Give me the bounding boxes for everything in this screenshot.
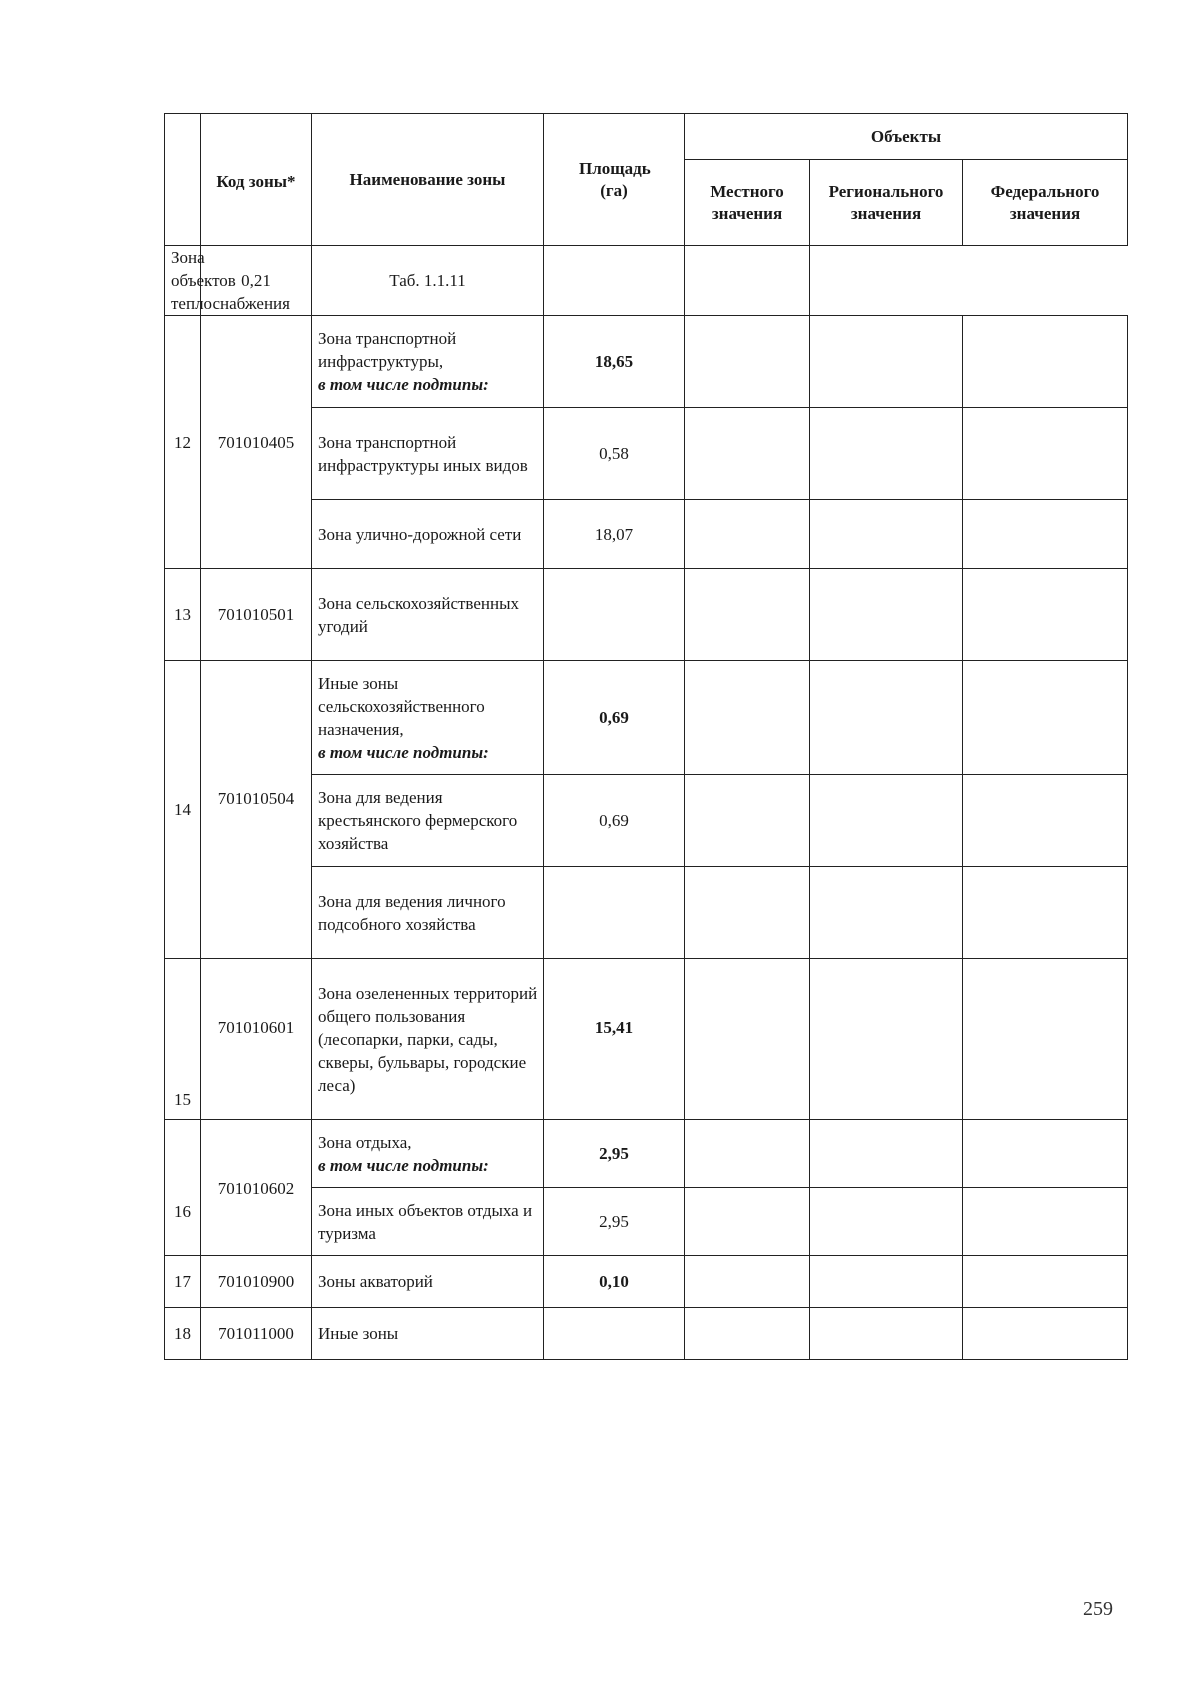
table-row [165, 569, 1128, 661]
zone-name: Зона озелененных территорий общего пользования (лесопарки, парки, сады, скверы, бульвары, городские леса) [312, 959, 544, 1120]
zone-code: 701010900 [201, 1256, 312, 1308]
object-federal [963, 569, 1128, 661]
zone-name: Зона улично-дорожной сети [312, 500, 544, 569]
row-number: 18 [165, 1308, 201, 1360]
header-zone-name: Наименование зоны [312, 114, 544, 246]
zone-area: 18,07 [544, 500, 685, 569]
table-row [165, 246, 1128, 316]
object-local [685, 569, 810, 661]
header-objects: Объекты [685, 114, 1128, 160]
table-row [165, 661, 1128, 775]
row-number: 14 [165, 661, 201, 959]
zone-code: 701010501 [201, 569, 312, 661]
object-local [685, 867, 810, 959]
object-federal [963, 1256, 1128, 1308]
zone-area: 0,69 [544, 775, 685, 867]
object-regional [544, 246, 685, 316]
zone-area: 2,95 [544, 1188, 685, 1256]
zone-code: 701010601 [201, 959, 312, 1120]
zone-area: 18,65 [544, 316, 685, 408]
object-local [685, 1256, 810, 1308]
object-local [685, 1308, 810, 1360]
object-local: Таб. 1.1.11 [312, 246, 544, 316]
zone-name-cell [312, 661, 544, 775]
row-number: 13 [165, 569, 201, 661]
object-local [685, 1188, 810, 1256]
zone-area: 0,69 [544, 661, 685, 775]
object-local [685, 316, 810, 408]
object-federal [963, 959, 1128, 1120]
table-row [165, 959, 1128, 1120]
zone-code-label: 701010504 [217, 789, 295, 808]
zone-name: Зона иных объектов отдыха и туризма [312, 1188, 544, 1256]
object-federal [963, 775, 1128, 867]
row-number: 12 [165, 316, 201, 569]
object-federal [963, 867, 1128, 959]
header-regional-label: Регионального значения [828, 181, 944, 223]
zone-name: Зона для ведения крестьянского фермерского хозяйства [312, 775, 544, 867]
object-regional [810, 1308, 963, 1360]
zone-name: Зона сельскохозяйственных угодий [312, 569, 544, 661]
zone-name: Иные зоны сельскохозяйственного назначения, [318, 673, 485, 739]
subtypes-label: в том числе подтипы: [318, 1155, 489, 1175]
header-area [544, 114, 685, 246]
object-federal [963, 1308, 1128, 1360]
table-row [165, 1308, 1128, 1360]
object-regional [810, 1120, 963, 1188]
page-number: 259 [1083, 1598, 1113, 1620]
zone-name: Зона для ведения личного подсобного хозяйства [312, 867, 544, 959]
zone-name: Зона отдыха, [318, 1132, 412, 1152]
table-row [165, 1256, 1128, 1308]
object-regional [810, 1256, 963, 1308]
subtypes-label: в том числе подтипы: [318, 742, 489, 762]
zone-area: 0,58 [544, 408, 685, 500]
zone-code: 701010405 [201, 316, 312, 569]
object-local [685, 959, 810, 1120]
row-number: 15 [165, 959, 201, 1120]
zone-name: Зоны акваторий [312, 1256, 544, 1308]
object-local [685, 775, 810, 867]
object-regional [810, 408, 963, 500]
object-federal [963, 1188, 1128, 1256]
object-regional [810, 316, 963, 408]
zone-area [544, 1308, 685, 1360]
object-federal [963, 408, 1128, 500]
object-federal [685, 246, 810, 316]
object-local [685, 1120, 810, 1188]
zone-code [201, 661, 312, 959]
header-federal [963, 160, 1128, 246]
header-number [165, 114, 201, 246]
object-regional [810, 569, 963, 661]
object-federal [963, 500, 1128, 569]
object-regional [810, 500, 963, 569]
zone-name-cell [312, 316, 544, 408]
subtypes-label: в том числе подтипы: [318, 375, 489, 394]
object-federal [963, 661, 1128, 775]
header-regional [810, 160, 963, 246]
object-federal [963, 316, 1128, 408]
header-zone-code: Код зоны* [201, 114, 312, 246]
zone-area: 15,41 [544, 959, 685, 1120]
zone-area [544, 569, 685, 661]
zone-name: Иные зоны [312, 1308, 544, 1360]
header-local [685, 160, 810, 246]
row-number: 17 [165, 1256, 201, 1308]
zone-name: Зона объектов теплоснабжения [165, 246, 201, 316]
object-regional [810, 775, 963, 867]
zone-area: 0,21 [201, 246, 312, 316]
zone-code: 701010602 [201, 1120, 312, 1256]
object-regional [810, 661, 963, 775]
zone-area: 0,10 [544, 1256, 685, 1308]
object-regional [810, 959, 963, 1120]
zone-area [544, 867, 685, 959]
table-row [165, 1120, 1128, 1188]
table-row [165, 316, 1128, 408]
object-local [685, 500, 810, 569]
header-local-label: Местного значения [710, 181, 784, 223]
header-area-label: Площадь (га) [579, 158, 651, 200]
object-regional [810, 867, 963, 959]
zones-table [164, 113, 1128, 1360]
object-regional [810, 1188, 963, 1256]
zone-name: Зона транспортной инфраструктуры, [318, 329, 457, 371]
object-local [685, 408, 810, 500]
zone-area: 2,95 [544, 1120, 685, 1188]
zone-code: 701011000 [201, 1308, 312, 1360]
header-federal-label: Федерального значения [990, 181, 1100, 223]
row-number: 16 [165, 1120, 201, 1256]
zone-name: Зона транспортной инфраструктуры иных видов [312, 408, 544, 500]
zone-name-cell [312, 1120, 544, 1188]
object-local [685, 661, 810, 775]
object-federal [963, 1120, 1128, 1188]
